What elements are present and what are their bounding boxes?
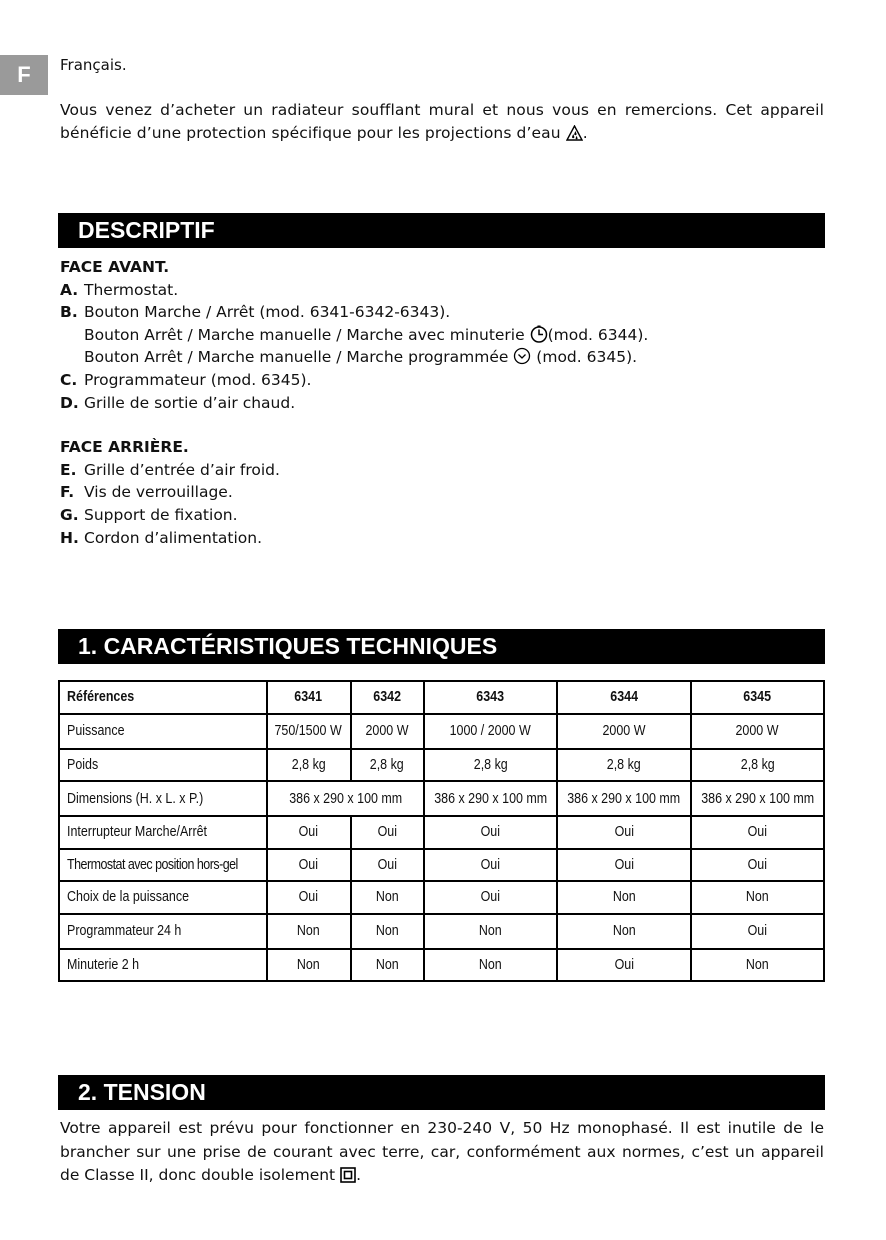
list-item xyxy=(60,504,648,527)
list-item xyxy=(60,481,648,504)
table-row-label: Programmateur 24 h xyxy=(59,914,267,949)
table-cell: Oui xyxy=(557,849,690,882)
table-cell: Oui xyxy=(691,914,824,949)
table-cell: Oui xyxy=(424,816,557,849)
table-row-label: Interrupteur Marche/Arrêt xyxy=(59,816,267,849)
timer-icon xyxy=(530,325,548,343)
language-label: Français. xyxy=(60,56,127,74)
table-row-label: Dimensions (H. x L. x P.) xyxy=(59,781,267,816)
subitem-text-end: (mod. 6345). xyxy=(531,348,638,367)
table-cell: Oui xyxy=(351,816,424,849)
table-cell: 386 x 290 x 100 mm xyxy=(691,781,824,816)
tension-text: Votre appareil est prévu pour fonctionner en 230-240 V, 50 Hz monophasé. Il est inutile de le brancher sur une prise de courant avec terre, car, conformément aux normes, c’est un appareil de Classe II, donc double isolement xyxy=(60,1119,824,1184)
list-item xyxy=(60,279,648,302)
list-subitem xyxy=(60,346,648,369)
water-drops-triangle-icon xyxy=(566,125,583,141)
item-letter: E. xyxy=(60,460,77,479)
list-item xyxy=(60,301,648,324)
table-cell: 386 x 290 x 100 mm xyxy=(424,781,557,816)
table-header-cell: 6345 xyxy=(691,681,824,714)
double-insulation-icon xyxy=(340,1167,356,1183)
section-tension-title: 2. TENSION xyxy=(78,1079,206,1105)
subitem-text: Bouton Arrêt / Marche manuelle / Marche avec minuterie xyxy=(84,325,530,344)
table-row xyxy=(59,881,824,914)
list-item xyxy=(60,369,648,392)
table-row xyxy=(59,749,824,782)
item-letter: A. xyxy=(60,280,79,299)
section-caracteristiques-header xyxy=(58,629,825,664)
table-cell: Oui xyxy=(691,816,824,849)
table-row-label: Puissance xyxy=(59,714,267,749)
table-row-label: Minuterie 2 h xyxy=(59,949,267,982)
item-text: Vis de verrouillage. xyxy=(84,483,233,502)
table-cell: Oui xyxy=(351,849,424,882)
table-cell: Oui xyxy=(267,849,351,882)
table-row xyxy=(59,914,824,949)
item-text: Grille d’entrée d’air froid. xyxy=(84,460,280,479)
subitem-text-end: (mod. 6344). xyxy=(547,325,649,344)
table-row xyxy=(59,816,824,849)
section-descriptif-title: DESCRIPTIF xyxy=(78,217,215,243)
face-avant-title: FACE AVANT. xyxy=(60,258,170,276)
face-arriere-title: FACE ARRIÈRE. xyxy=(60,438,189,457)
table-cell: 2000 W xyxy=(691,714,824,749)
table-cell: Oui xyxy=(424,881,557,914)
list-item xyxy=(60,459,648,482)
tension-paragraph xyxy=(60,1117,824,1188)
section-tension-header xyxy=(58,1075,825,1110)
page-language-marker: F xyxy=(0,55,48,95)
table-header-cell: Références xyxy=(59,681,267,714)
table-row-label: Poids xyxy=(59,749,267,782)
table-header-cell: 6341 xyxy=(267,681,351,714)
table-row xyxy=(59,714,824,749)
table-cell: Non xyxy=(351,914,424,949)
programmer-icon xyxy=(513,347,531,365)
descriptif-list xyxy=(60,256,648,549)
table-cell: Non xyxy=(691,949,824,982)
list-item xyxy=(60,527,648,550)
intro-end: . xyxy=(582,124,588,142)
table-cell: Non xyxy=(351,949,424,982)
table-cell: Non xyxy=(267,949,351,982)
section-descriptif-header xyxy=(58,213,825,248)
table-header-cell: 6343 xyxy=(424,681,557,714)
table-cell: Non xyxy=(424,949,557,982)
table-cell: Oui xyxy=(267,881,351,914)
table-cell: Non xyxy=(691,881,824,914)
table-cell: Oui xyxy=(424,849,557,882)
section-caracteristiques-title: 1. CARACTÉRISTIQUES TECHNIQUES xyxy=(78,633,498,659)
table-cell: Oui xyxy=(267,816,351,849)
item-letter: C. xyxy=(60,370,78,389)
table-cell: 386 x 290 x 100 mm xyxy=(557,781,690,816)
list-subitem xyxy=(60,324,648,347)
item-text: Support de fixation. xyxy=(84,505,238,524)
tension-end: . xyxy=(356,1166,362,1184)
table-cell: Non xyxy=(557,881,690,914)
table-cell: 2000 W xyxy=(557,714,690,749)
table-cell: 750/1500 W xyxy=(267,714,351,749)
intro-paragraph xyxy=(60,99,824,145)
table-cell: Non xyxy=(267,914,351,949)
table-header-cell: 6342 xyxy=(351,681,424,714)
item-text: Thermostat. xyxy=(84,280,179,299)
table-cell: Non xyxy=(351,881,424,914)
list-item xyxy=(60,392,648,415)
table-cell-merged: 386 x 290 x 100 mm xyxy=(267,781,424,816)
table-cell: Non xyxy=(557,914,690,949)
table-cell: 2,8 kg xyxy=(424,749,557,782)
spec-table xyxy=(58,680,825,982)
table-cell: 2000 W xyxy=(351,714,424,749)
table-row-label: Choix de la puissance xyxy=(59,881,267,914)
table-cell: 2,8 kg xyxy=(267,749,351,782)
item-letter: B. xyxy=(60,303,78,322)
item-text: Bouton Marche / Arrêt (mod. 6341-6342-6343). xyxy=(84,303,451,322)
table-header-row xyxy=(59,681,824,714)
subitem-text: Bouton Arrêt / Marche manuelle / Marche programmée xyxy=(84,348,514,367)
table-row xyxy=(59,849,824,882)
table-row xyxy=(59,781,824,816)
item-letter: D. xyxy=(60,393,79,412)
table-cell: 2,8 kg xyxy=(351,749,424,782)
item-text: Grille de sortie d’air chaud. xyxy=(84,393,296,412)
table-cell: Oui xyxy=(691,849,824,882)
item-letter: F. xyxy=(60,483,75,502)
table-cell: 2,8 kg xyxy=(557,749,690,782)
item-text: Programmateur (mod. 6345). xyxy=(84,370,312,389)
table-cell: 2,8 kg xyxy=(691,749,824,782)
item-letter: G. xyxy=(60,505,79,524)
table-cell: 1000 / 2000 W xyxy=(424,714,557,749)
table-header-cell: 6344 xyxy=(557,681,690,714)
table-cell: Oui xyxy=(557,816,690,849)
item-letter: H. xyxy=(60,528,79,547)
table-cell: Non xyxy=(424,914,557,949)
table-cell: Oui xyxy=(557,949,690,982)
item-text: Cordon d’alimentation. xyxy=(84,528,263,547)
table-row xyxy=(59,949,824,982)
table-row-label: Thermostat avec position hors-gel xyxy=(59,849,267,882)
intro-text: Vous venez d’acheter un radiateur soufflant mural et nous vous en remercions. Cet appareil bénéficie d’une protection spécifique pour les projections d’eau xyxy=(60,101,824,142)
